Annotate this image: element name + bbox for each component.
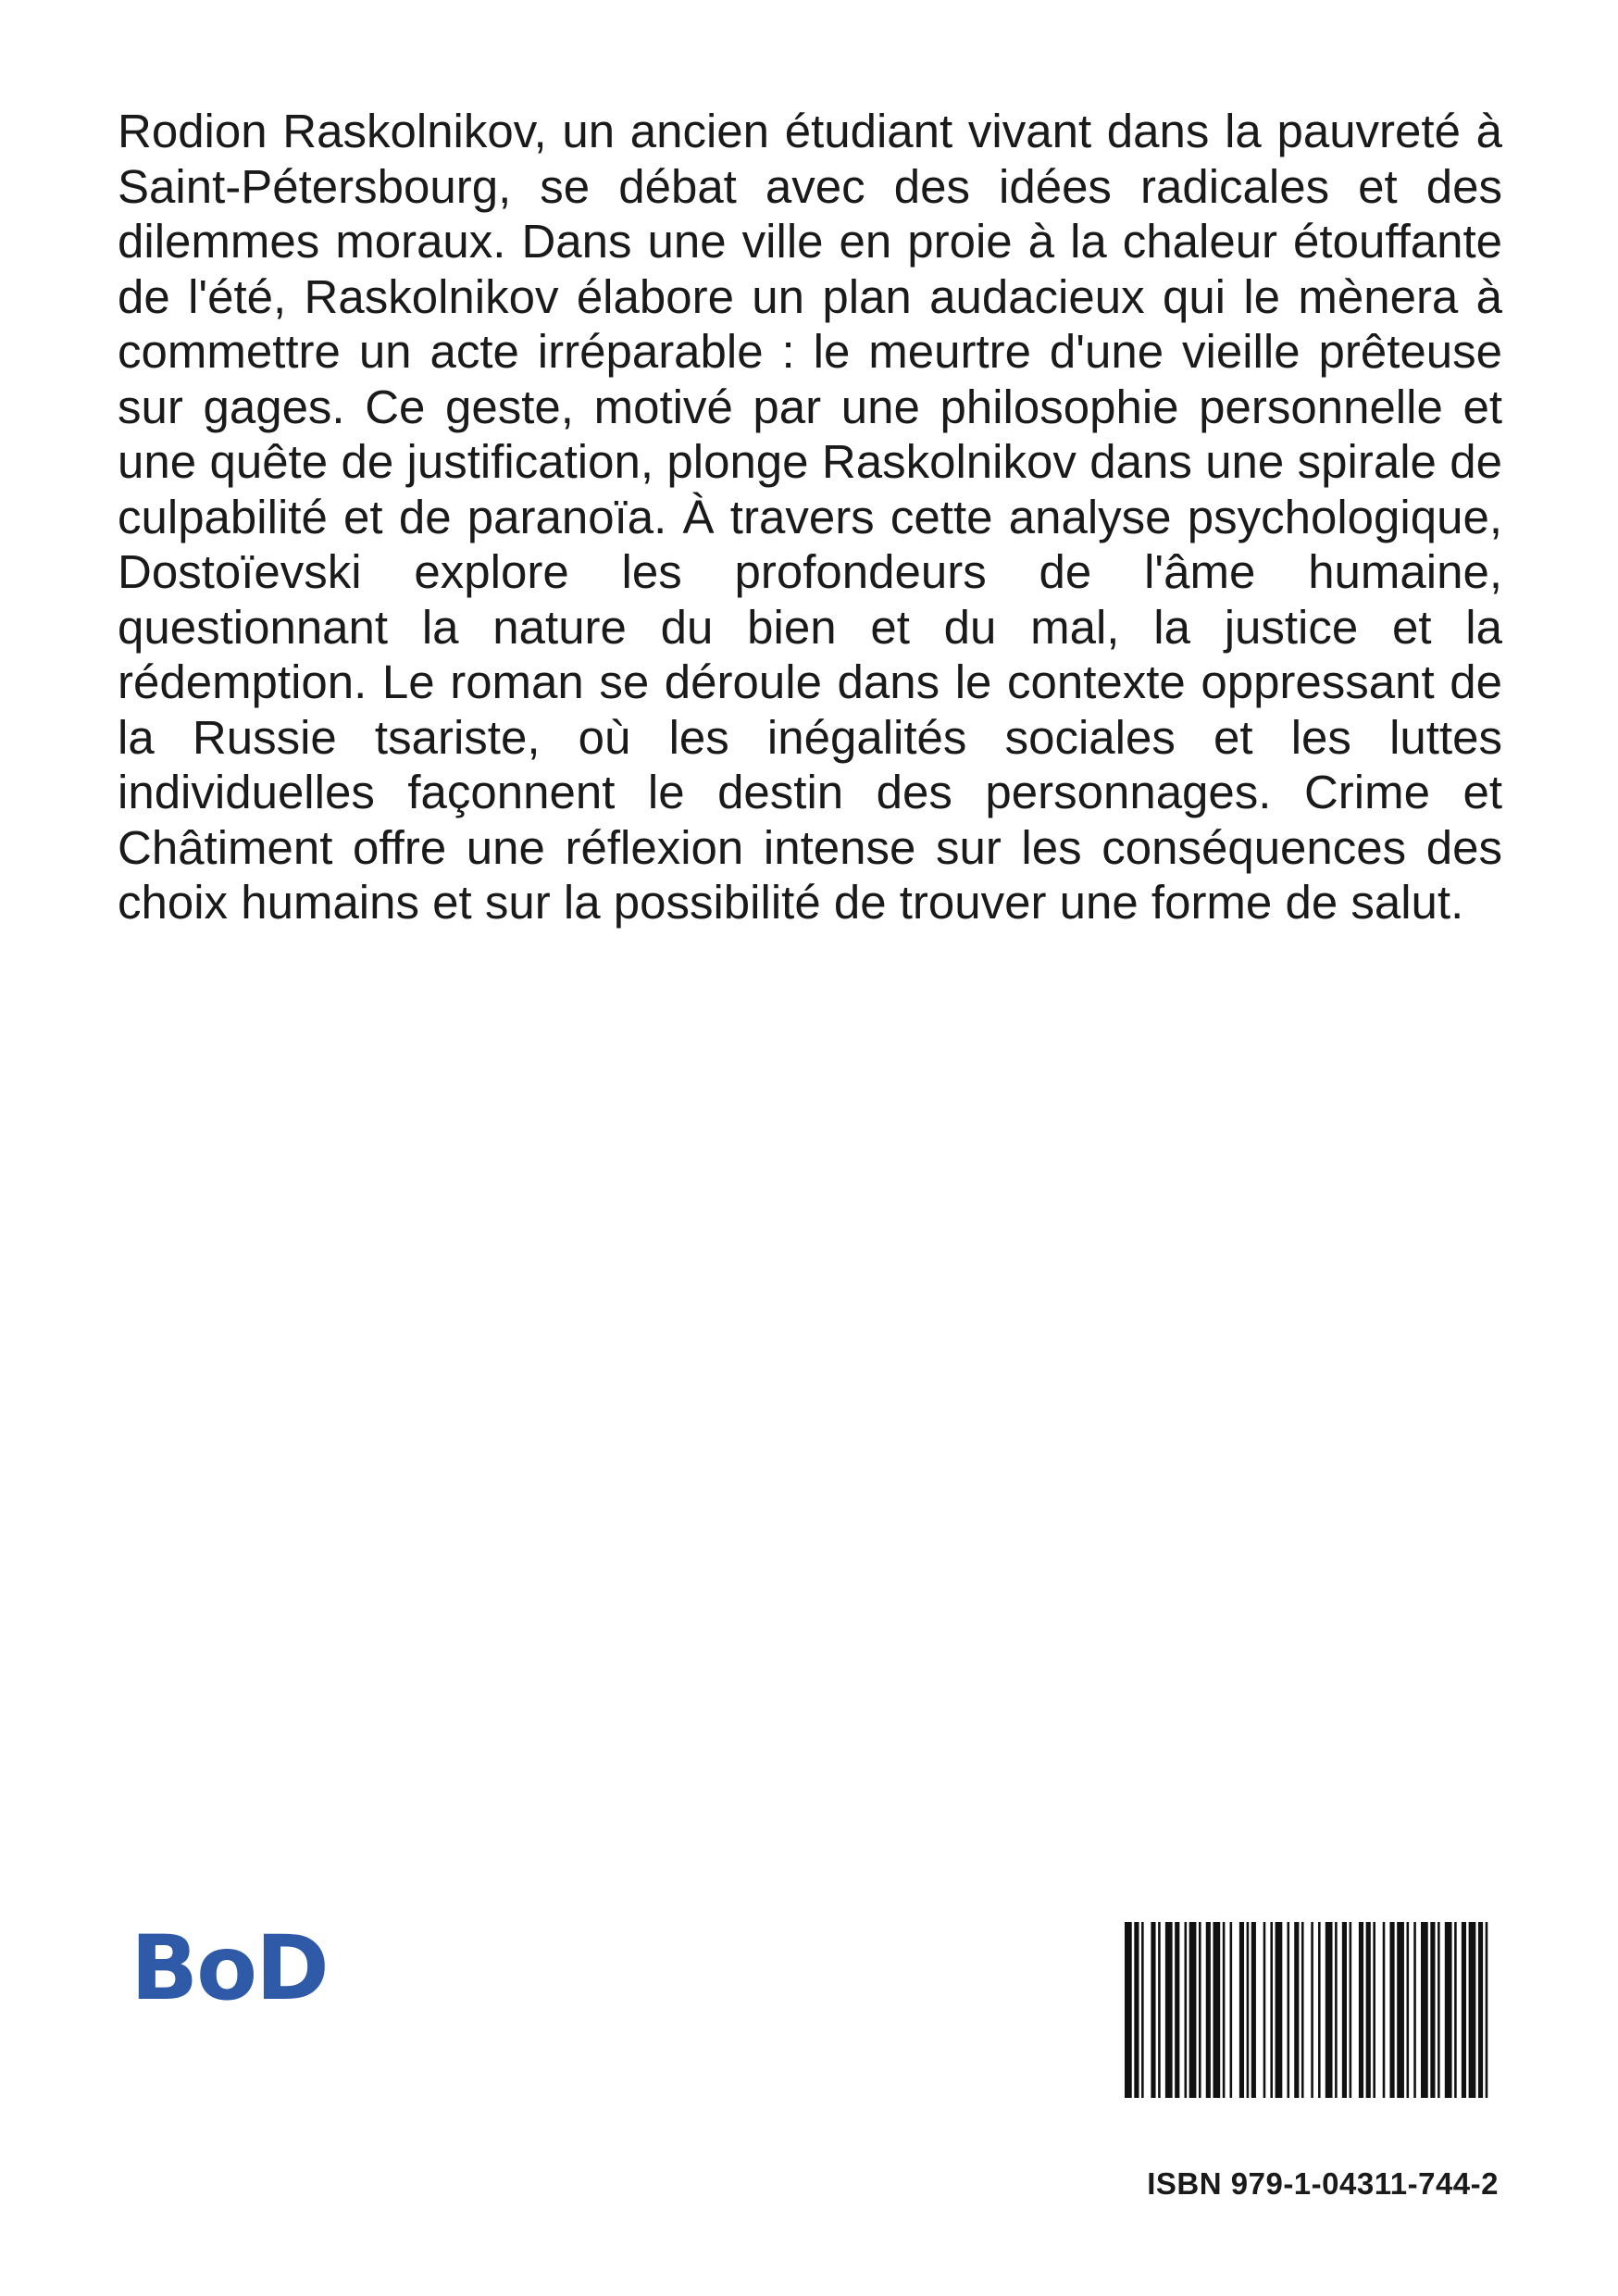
barcode-bar (1199, 1922, 1201, 2098)
barcode-bar (1175, 1922, 1179, 2098)
barcode-bar (1301, 1922, 1304, 2098)
barcode-bar (1469, 1922, 1476, 2098)
barcode-bar (1185, 1922, 1188, 2098)
barcode-bar (1247, 1922, 1250, 2098)
barcode-bar (1413, 1922, 1416, 2098)
barcode-bar (1158, 1922, 1161, 2098)
barcode-bar (1326, 1922, 1333, 2098)
barcode-bar (1223, 1922, 1226, 2098)
barcode (1125, 1922, 1495, 2098)
barcode-bar (1438, 1922, 1440, 2098)
barcode-bar (1213, 1922, 1220, 2098)
barcode-bar (1397, 1922, 1404, 2098)
publisher-logo: BoD (131, 1916, 328, 2020)
barcode-bar (1141, 1922, 1144, 2098)
barcode-bar (1251, 1922, 1256, 2098)
barcode-bar (1389, 1922, 1394, 2098)
barcode-bar (1366, 1922, 1371, 2098)
barcode-bar (1311, 1922, 1313, 2098)
barcode-bar (1454, 1922, 1457, 2098)
barcode-bar (1445, 1922, 1452, 2098)
barcode-bar (1407, 1922, 1410, 2098)
barcode-bar (1335, 1922, 1338, 2098)
back-cover-blurb: Rodion Raskolnikov, un ancien étudiant vivant dans la pauvreté à Saint-Pétersbourg, se débat avec des idées radicales et des dilemmes moraux. Dans une ville en proie à la chaleur étouffante de l'été, Raskolnikov élabore un plan audacieux qui le mènera à commettre un acte irréparable : le meurtre d'une vieille prêteuse sur gages. Ce geste, motivé par une philosophie personnelle et une quête de justification, plonge Raskolnikov dans une spirale de culpabilité et de paranoïa. À travers cette analyse psychologique, Dostoïevski explore les profondeurs de l'âme humaine, questionnant la nature du bien et du mal, la justice et la rédemption. Le roman se déroule dans le contexte oppressant de la Russie tsariste, où les inégalités sociales et les luttes individuelles façonnent le destin des personnages. Crime et Châtiment offre une réflexion intense sur les conséquences des choix humains et sur la possibilité de trouver une forme de salut. (118, 105, 1502, 929)
barcode-bar (1342, 1922, 1347, 2098)
barcode-bar (1270, 1922, 1273, 2098)
barcode-bar (1151, 1922, 1155, 2098)
barcode-bar (1125, 1922, 1132, 2098)
barcode-bar (1206, 1922, 1211, 2098)
barcode-bar (1421, 1922, 1428, 2098)
barcode-bar (1318, 1922, 1321, 2098)
barcode-bar (1276, 1922, 1283, 2098)
barcode-bar (1430, 1922, 1435, 2098)
barcode-bar (1263, 1922, 1266, 2098)
barcode-bar (1462, 1922, 1466, 2098)
barcode-bar (1383, 1922, 1386, 2098)
barcode-bar (1230, 1922, 1233, 2098)
barcode-bar (1486, 1922, 1488, 2098)
barcode-bar (1189, 1922, 1197, 2098)
isbn-label: ISBN 979-1-04311-744-2 (1147, 2166, 1499, 2201)
barcode-bar (1350, 1922, 1352, 2098)
barcode-bar (1373, 1922, 1375, 2098)
barcode-bar (1359, 1922, 1363, 2098)
barcode-bar (1165, 1922, 1173, 2098)
barcode-bar (1239, 1922, 1244, 2098)
barcode-bar (1478, 1922, 1483, 2098)
barcode-bar (1287, 1922, 1289, 2098)
barcode-bar (1134, 1922, 1139, 2098)
barcode-bar (1294, 1922, 1299, 2098)
